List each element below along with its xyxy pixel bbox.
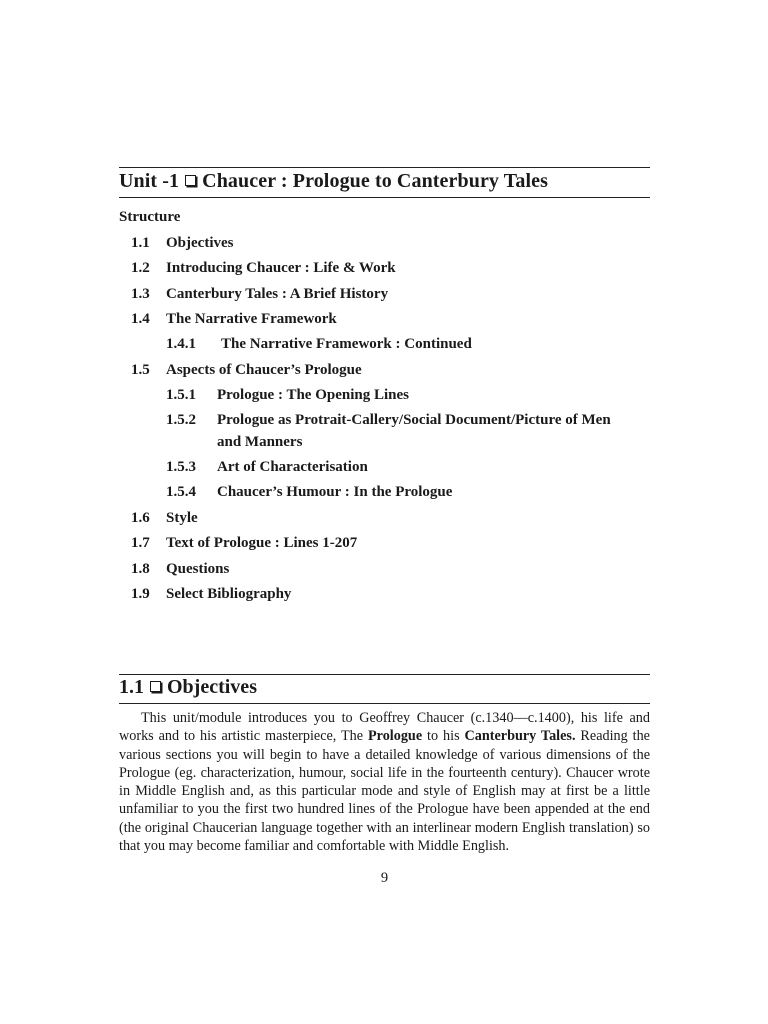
toc-item-title: Questions [166,561,230,577]
toc-item-number: 1.8 [131,561,150,577]
unit-number: Unit -1 [119,170,180,192]
paragraph-text: Reading the various sections you will begin to have a detailed knowledge of various dimensions of the Prologue (eg. characterization, humour, social life in the fourteenth century). Chaucer wrote in Middle English and, as this particular mode and style of English may at first be a little unfamiliar to you the first two hundred lines of the Prologue have been appended at the end (the original Chaucerian language together with an interlinear modern English translation) so that you may become familiar and comfortable with Middle English. [119,728,650,855]
section-number: 1.1 [119,676,144,698]
toc-item-title: Canterbury Tales : A Brief History [166,286,389,302]
toc-item-number: 1.2 [131,260,150,276]
paragraph-bold-canterbury: Canterbury Tales. [464,728,576,745]
toc-item-title: Select Bibliography [166,586,292,602]
toc-item-title: Prologue : The Opening Lines [217,387,409,403]
toc-item-number: 1.5 [131,362,150,378]
structure-label: Structure [119,209,181,225]
checkbox-square-icon [150,681,161,692]
toc-item-title: Art of Characterisation [217,459,368,475]
toc-item-title: The Narrative Framework [166,311,337,327]
paragraph-text: to his [422,728,465,745]
toc-item-number: 1.7 [131,535,150,551]
paragraph-bold-prologue: Prologue [368,728,423,745]
toc-item-number: 1.5.3 [166,459,196,475]
paragraph-text: This unit/module introduces you to Geoffrey Chaucer (c.1340—c.1400), his life and works and to his artistic masterpiece, The [119,710,650,745]
toc-item-number: 1.9 [131,586,150,602]
toc-item-number: 1.5.4 [166,484,196,500]
toc-item-number: 1.4.1 [166,336,196,352]
toc-item-title: Objectives [166,235,234,251]
section-title-text: Objectives [167,676,257,698]
toc-item-title: Text of Prologue : Lines 1-207 [166,535,358,551]
toc-item-number: 1.3 [131,286,150,302]
toc-item-title: Chaucer’s Humour : In the Prologue [217,484,453,500]
toc-item-number: 1.1 [131,235,150,251]
toc-item-number: 1.5.1 [166,387,196,403]
objectives-paragraph [119,709,650,855]
toc-item-title: Aspects of Chaucer’s Prologue [166,362,362,378]
toc-item-title: Style [166,510,198,526]
toc-item-number: 1.5.2 [166,412,196,428]
unit-title [119,170,548,193]
toc-item-title-continued: and Manners [217,434,303,450]
section-title [119,676,257,699]
unit-header [119,167,650,198]
unit-title-text: Chaucer : Prologue to Canterbury Tales [202,170,548,192]
toc-item-title: Prologue as Protrait-Callery/Social Document/Picture of Men [217,412,611,428]
section-header [119,674,650,704]
toc-item-title: Introducing Chaucer : Life & Work [166,260,396,276]
checkbox-square-icon [185,175,196,186]
toc-item-number: 1.4 [131,311,150,327]
toc-item-number: 1.6 [131,510,150,526]
page-number: 9 [380,870,389,886]
toc-item-title: The Narrative Framework : Continued [221,336,472,352]
